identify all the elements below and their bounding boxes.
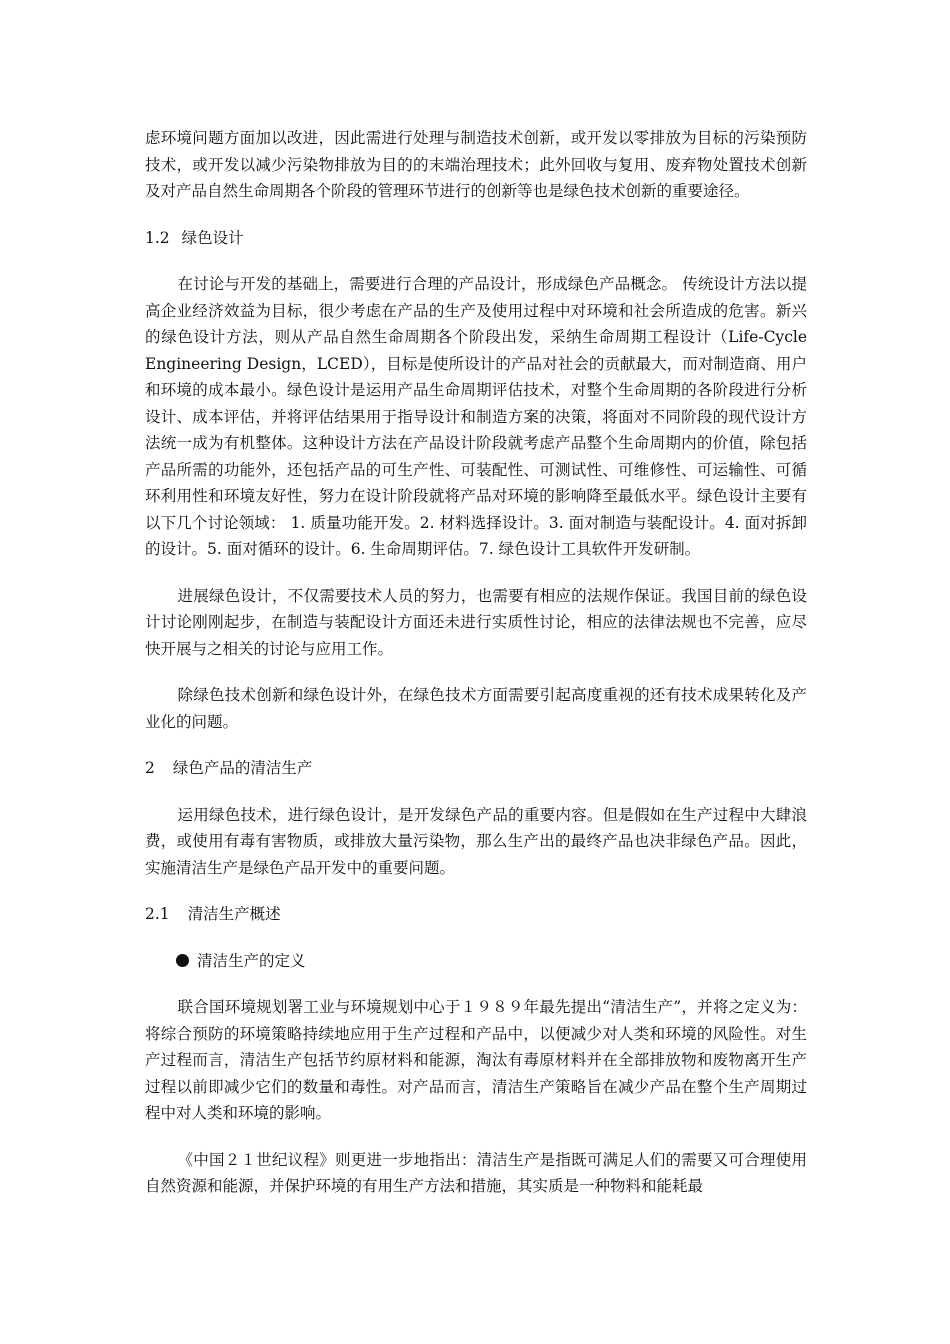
section-number: 2.1 [145,905,170,923]
bullet-dot-icon [176,954,189,967]
section-heading-2-1 [145,901,807,928]
document-page [145,125,807,1220]
paragraph-continuation: 虑环境问题方面加以改进，因此需进行处理与制造技术创新，或开发以零排放为目标的污染预防技术，或开发以减少污染物排放为目的的末端治理技术；此外回收与复用、废弃物处置技术创新及对产品自然生命周期各个阶段的管理环节进行的创新等也是绿色技术创新的重要途径。 [145,129,807,200]
paragraph-definition-2: 《中国２１世纪议程》则更进一步地指出：清洁生产是指既可满足人们的需要又可合理使用自然资源和能源，并保护环境的有用生产方法和措施，其实质是一种物料和能耗最 [145,1150,807,1195]
paragraph-definition-1: 联合国环境规划署工业与环境规划中心于１９８９年最先提出“清洁生产”，并将之定义为：将综合预防的环境策略持续地应用于生产过程和产品中，以便减少对人类和环境的风险性。对生产过程而言，清洁生产包括节约原材料和能源，淘汰有毒原材料并在全部排放物和废物离开生产过程以前即减少它们的数量和毒性。对产品而言，清洁生产策略旨在减少产品在整个生产周期过程中对人类和环境的影响。 [145,998,807,1122]
section-title: 清洁生产概述 [187,905,281,923]
section-number: 2 [145,759,155,777]
bullet-label: 清洁生产的定义 [197,951,306,970]
bullet-item-definition [145,948,807,975]
section-heading-1-2 [145,225,807,252]
paragraph-clean-production: 运用绿色技术，进行绿色设计，是开发绿色产品的重要内容。但是假如在生产过程中大肆浪费，或使用有毒有害物质，或排放大量污染物，那么生产出的最终产品也决非绿色产品。因此，实施清洁生产是绿色产品开发中的重要问题。 [145,805,807,877]
paragraph-green-design-1: 在讨论与开发的基础上，需要进行合理的产品设计，形成绿色产品概念。 传统设计方法以提高企业经济效益为目标，很少考虑在产品的生产及使用过程中对环境和社会所造成的危害。新兴的绿色设计方法，则从产品自然生命周期各个阶段出发，采纳生命周期工程设计（Life-Cycle Engineering Design，LCED），目标是使所设计的产品对社会的贡献最大，而对制造商、用户和环境的成本最小。绿色设计是运用产品生命周期评估技术，对整个生命周期的各阶段进行分析设计、成本评估，并将评估结果用于指导设计和制造方案的决策，将面对不同阶段的现代设计方法统一成为有机整体。这种设计方法在产品设计阶段就考虑产品整个生命周期内的价值，除包括产品所需的功能外，还包括产品的可生产性、可装配性、可测试性、可维修性、可运输性、可循环利用性和环境友好性，努力在设计阶段就将产品对环境的影响降至最低水平。绿色设计主要有以下几个讨论领域： 1. 质量功能开发。2. 材料选择设计。3. 面对制造与装配设计。4. 面对拆卸的设计。5. 面对循环的设计。6. 生命周期评估。7. 绿色设计工具软件开发研制。 [145,275,807,558]
section-heading-2 [145,755,807,782]
section-title: 绿色产品的清洁生产 [172,759,313,777]
section-title: 绿色设计 [181,228,244,247]
section-number: 1.2 [145,228,170,247]
paragraph-green-design-2: 进展绿色设计，不仅需要技术人员的努力，也需要有相应的法规作保证。我国目前的绿色设计讨论刚刚起步，在制造与装配设计方面还未进行实质性讨论，相应的法律法规也不完善，应尽快开展与之相关的讨论与应用工作。 [145,586,807,658]
paragraph-green-design-3: 除绿色技术创新和绿色设计外，在绿色技术方面需要引起高度重视的还有技术成果转化及产业化的问题。 [145,686,807,731]
